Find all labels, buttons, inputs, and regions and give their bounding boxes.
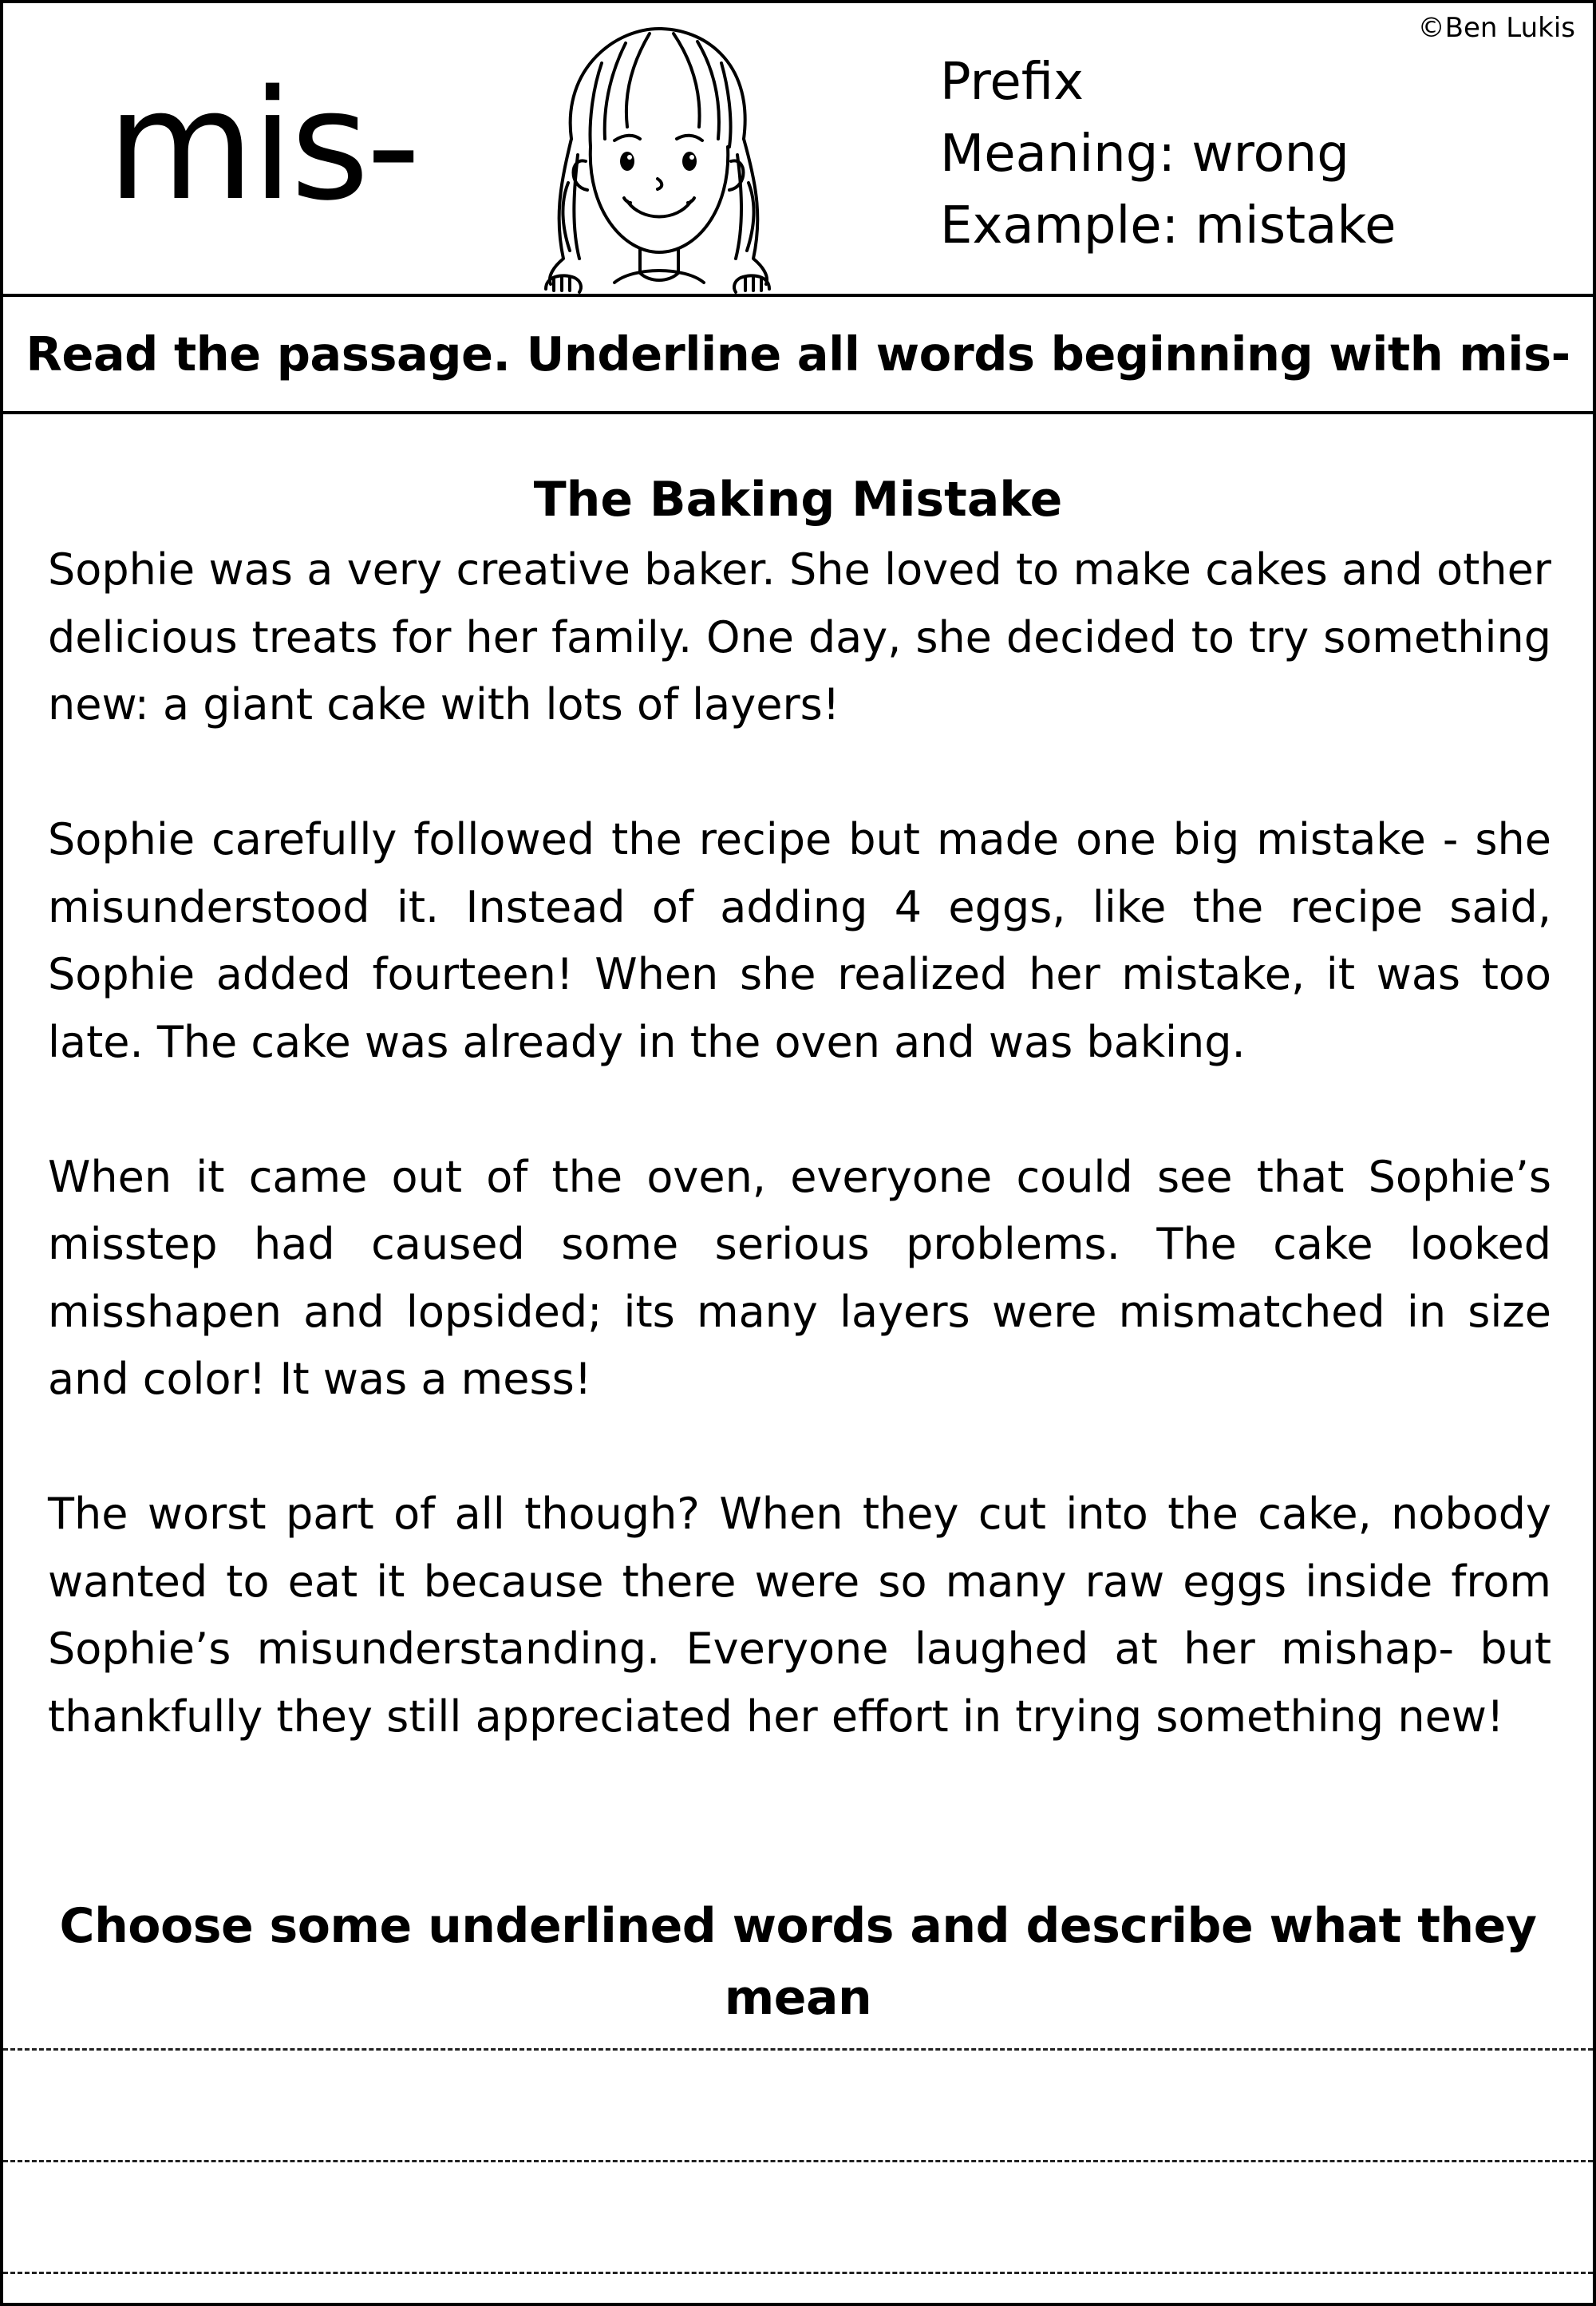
answer-line[interactable] — [3, 2048, 1593, 2051]
answer-line[interactable] — [3, 2160, 1593, 2162]
passage-body — [48, 536, 1551, 1818]
prefix-info — [940, 46, 1396, 262]
passage-title: The Baking Mistake — [533, 472, 1063, 528]
info-meaning: Meaning: wrong — [940, 125, 1349, 184]
passage-paragraph: When it came out of the oven, everyone could see that Sophie’s misstep had caused some serious problems. The cake looked misshapen and lopsided; its many layers were mismatched in size and color! It was a mess! — [48, 1151, 1551, 1404]
instruction: Read the passage. Underline all words beginning with mis- — [3, 297, 1593, 414]
header — [3, 3, 1593, 297]
girl-illustration — [530, 19, 785, 299]
copyright: ©Ben Lukis — [1417, 12, 1575, 44]
passage-paragraph: The worst part of all though? When they cut into the cake, nobody wanted to eat it because there were so many raw eggs inside from Sophie’s misunderstanding. Everyone laughed at her mishap- but thankfully they still appreciated her effort in trying something new! — [48, 1489, 1551, 1742]
passage-paragraph: Sophie was a very creative baker. She loved to make cakes and other delicious treats for her family. One day, she decided to try something new: a giant cake with lots of layers! — [48, 544, 1551, 730]
prefix-heading: mis- — [107, 57, 418, 234]
question-prompt: Choose some underlined words and describe what they mean — [59, 1898, 1537, 2026]
info-label: Prefix — [940, 53, 1084, 112]
answer-line[interactable] — [3, 2272, 1593, 2274]
passage-paragraph: Sophie carefully followed the recipe but made one big mistake - she misunderstood it. Instead of adding 4 eggs, like the recipe said, Sophie added fourteen! When she realized her mistake, it was too late. The cake was already in the oven and was baking. — [48, 814, 1551, 1067]
info-example: Example: mistake — [940, 196, 1396, 255]
